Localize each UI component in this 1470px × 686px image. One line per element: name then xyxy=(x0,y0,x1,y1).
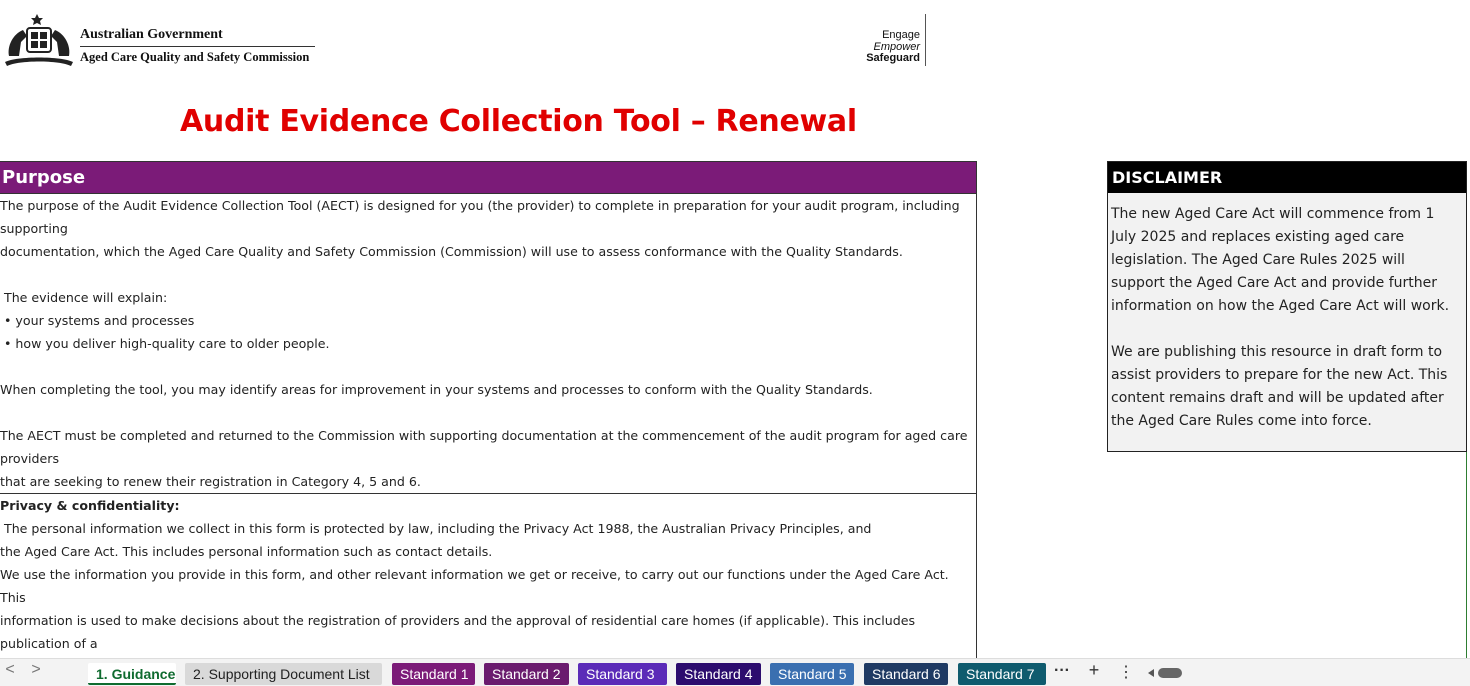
purpose-aect-line2: that are seeking to renew their registration in Category 4, 5 and 6. xyxy=(0,474,421,489)
tab-standard-4[interactable]: Standard 4 xyxy=(676,663,761,685)
more-sheets-icon[interactable]: ··· xyxy=(1054,662,1070,679)
tagline-empower: Empower xyxy=(873,40,920,53)
tagline-divider xyxy=(925,14,926,66)
privacy-section xyxy=(0,494,976,658)
gov-divider xyxy=(80,46,315,47)
disclaimer-body xyxy=(1108,193,1466,433)
tagline-engage: Engage xyxy=(882,29,920,41)
purpose-body xyxy=(0,194,976,494)
coat-of-arms-logo xyxy=(3,12,75,68)
page-title: Audit Evidence Collection Tool – Renewal xyxy=(180,104,857,139)
horizontal-scrollbar[interactable] xyxy=(1146,666,1186,680)
tab-standard-6[interactable]: Standard 6 xyxy=(864,663,948,685)
disclaimer-heading: DISCLAIMER xyxy=(1108,162,1466,193)
add-sheet-icon[interactable]: + xyxy=(1088,660,1100,680)
tab-standard-7[interactable]: Standard 7 xyxy=(958,663,1046,685)
purpose-explain: The evidence will explain: xyxy=(0,290,168,305)
privacy-line-1 xyxy=(0,494,972,540)
privacy-line-4: information is used to make decisions about the registration of providers and the approval of residential care homes (if applicable). This includes publication of a xyxy=(0,613,916,651)
tab-standard-2[interactable]: Standard 2 xyxy=(484,663,569,685)
tab-standard-1[interactable]: Standard 1 xyxy=(392,663,475,685)
tab-guidance[interactable]: 1. Guidance xyxy=(88,663,176,685)
purpose-bullet-2: • how you deliver high-quality care to older people. xyxy=(0,336,330,351)
government-branding xyxy=(80,26,315,65)
sheet-options-icon[interactable]: ⋮ xyxy=(1118,664,1134,681)
next-sheet-icon[interactable]: > xyxy=(31,661,41,678)
purpose-bullet-1: • your systems and processes xyxy=(0,313,195,328)
disclaimer-box xyxy=(1107,161,1467,452)
privacy-line-2: the Aged Care Act. This includes personal information such as contact details. xyxy=(0,544,493,559)
disclaimer-paragraph-2: We are publishing this resource in draft form to assist providers to prepare for the new Act. This content remains draft and will be updated after the Aged Care Rules come into force. xyxy=(1111,344,1448,429)
purpose-aect-line1: The AECT must be completed and returned to the Commission with supporting documentation at the commencement of the audit program for aged care providers xyxy=(0,428,968,466)
purpose-heading: Purpose xyxy=(0,162,976,194)
tab-standard-5[interactable]: Standard 5 xyxy=(770,663,854,685)
privacy-text-1: The personal information we collect in this form is protected by law, including the Privacy Act 1988, the Australian Privacy Principles, and xyxy=(0,521,872,536)
purpose-improve: When completing the tool, you may identify areas for improvement in your systems and processes to conform with the Quality Standards. xyxy=(0,382,873,397)
tab-standard-3[interactable]: Standard 3 xyxy=(578,663,667,685)
privacy-label: Privacy & confidentiality: xyxy=(0,498,180,513)
cell-selection-border xyxy=(1466,452,1467,658)
purpose-panel xyxy=(0,161,977,658)
purpose-intro-line1: The purpose of the Audit Evidence Collection Tool (AECT) is designed for you (the provider) to complete in preparation for your audit program, including supporting xyxy=(0,198,960,236)
gov-name: Australian Government xyxy=(80,27,223,42)
tagline-logo xyxy=(840,30,920,65)
disclaimer-paragraph-1: The new Aged Care Act will commence from 1 July 2025 and replaces existing aged care legislation. The Aged Care Rules 2025 will support the Aged Care Act and provide further information on how the Aged Care Act will work. xyxy=(1111,206,1450,314)
prev-sheet-icon[interactable]: < xyxy=(5,661,15,678)
sheet-tab-bar xyxy=(0,658,1470,686)
tagline-safeguard: Safeguard xyxy=(866,52,920,64)
purpose-intro-line2: documentation, which the Aged Care Quality and Safety Commission (Commission) will use to assess conformance with the Quality Standards. xyxy=(0,244,903,259)
commission-name: Aged Care Quality and Safety Commission xyxy=(80,50,310,64)
tab-supporting-document-list[interactable]: 2. Supporting Document List xyxy=(185,663,382,685)
privacy-line-3: We use the information you provide in this form, and other relevant information we get or receive, to carry out our functions under the Aged Care Act. This xyxy=(0,567,949,605)
